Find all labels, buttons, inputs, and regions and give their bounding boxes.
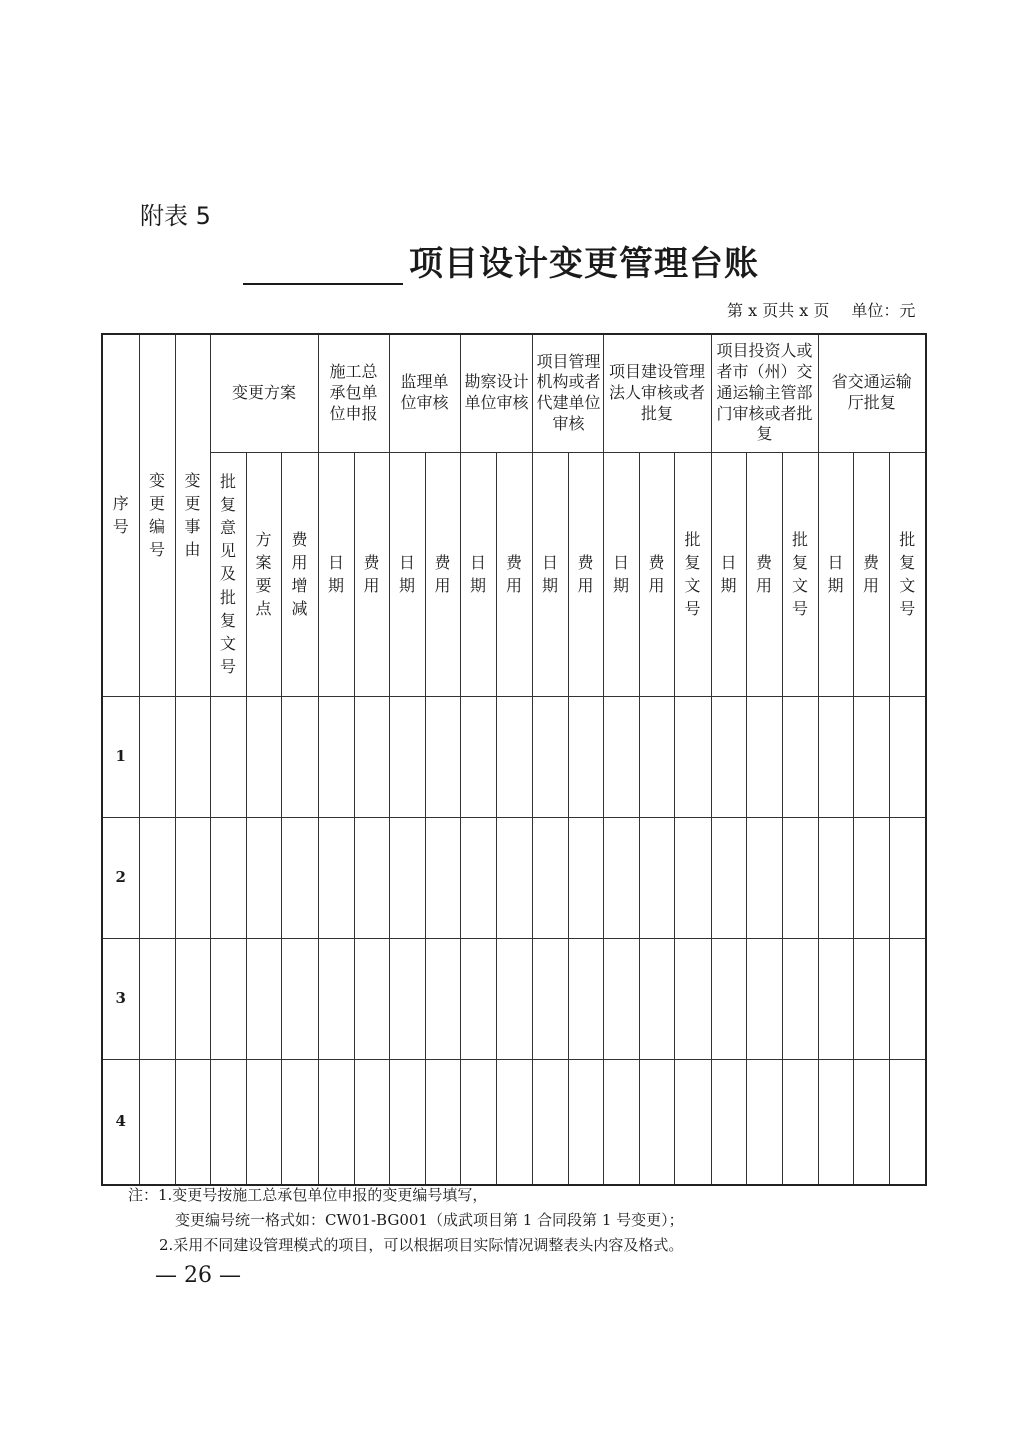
attachment-label: 附表 5 [140, 202, 211, 230]
header-contractor-date: 日期 [318, 452, 354, 696]
header-contractor-cost: 费用 [354, 452, 389, 696]
table-row [102, 1059, 926, 1185]
title-blank-line [243, 243, 403, 285]
header-investor-approval-no: 批复文号 [782, 452, 818, 696]
header-supervisor-cost: 费用 [425, 452, 460, 696]
table-row [102, 696, 926, 817]
header-mgmt: 项目管理机构或者代建单位审核 [532, 334, 603, 452]
header-plan-cost: 费用增减 [281, 452, 318, 696]
header-plan-approval: 批复意见及批复文号 [210, 452, 246, 696]
table-row [102, 817, 926, 938]
notes [128, 1183, 684, 1258]
header-investor-cost: 费用 [746, 452, 782, 696]
row-number: 3 [102, 938, 139, 1059]
header-supervisor: 监理单位审核 [389, 334, 460, 452]
header-contractor: 施工总承包单位申报 [318, 334, 389, 452]
header-mgmt-date: 日期 [532, 452, 568, 696]
row-number: 2 [102, 817, 139, 938]
header-legal: 项目建设管理法人审核或者批复 [603, 334, 711, 452]
page-info [727, 298, 915, 321]
header-legal-cost: 费用 [639, 452, 674, 696]
row-number: 4 [102, 1059, 139, 1185]
note-line-1: 注：1.变更号按施工总承包单位申报的变更编号填写， [128, 1186, 488, 1204]
header-province-cost: 费用 [853, 452, 889, 696]
header-survey: 勘察设计单位审核 [460, 334, 532, 452]
header-seq: 序号 [102, 334, 139, 696]
header-mgmt-cost: 费用 [568, 452, 603, 696]
title-area [243, 236, 759, 285]
header-change-reason: 变更事由 [175, 334, 210, 696]
header-survey-cost: 费用 [496, 452, 532, 696]
note-line-3: 2.采用不同建设管理模式的项目，可以根据项目实际情况调整表头内容及格式。 [159, 1236, 684, 1254]
header-province-date: 日期 [818, 452, 853, 696]
note-line-2: 变更编号统一格式如：CW01-BG001（成武项目第 1 合同段第 1 号变更）； [175, 1211, 684, 1229]
header-investor: 项目投资人或者市（州）交通运输主管部门审核或者批复 [711, 334, 818, 452]
header-legal-date: 日期 [603, 452, 639, 696]
header-province-approval-no: 批复文号 [889, 452, 926, 696]
header-province: 省交通运输厅批复 [818, 334, 926, 452]
ledger-table [101, 333, 927, 1186]
unit-label: 单位：元 [851, 301, 916, 320]
header-supervisor-date: 日期 [389, 452, 425, 696]
header-investor-date: 日期 [711, 452, 746, 696]
table-row [102, 938, 926, 1059]
header-legal-approval-no: 批复文号 [674, 452, 711, 696]
row-number: 1 [102, 696, 139, 817]
header-change-no: 变更编号 [139, 334, 175, 696]
page-number: — 26 — [155, 1263, 241, 1288]
document-title: 项目设计变更管理台账 [409, 244, 759, 284]
page-count: 第 x 页共 x 页 [727, 301, 830, 320]
header-survey-date: 日期 [460, 452, 496, 696]
header-plan: 变更方案 [210, 334, 318, 452]
header-plan-points: 方案要点 [246, 452, 281, 696]
